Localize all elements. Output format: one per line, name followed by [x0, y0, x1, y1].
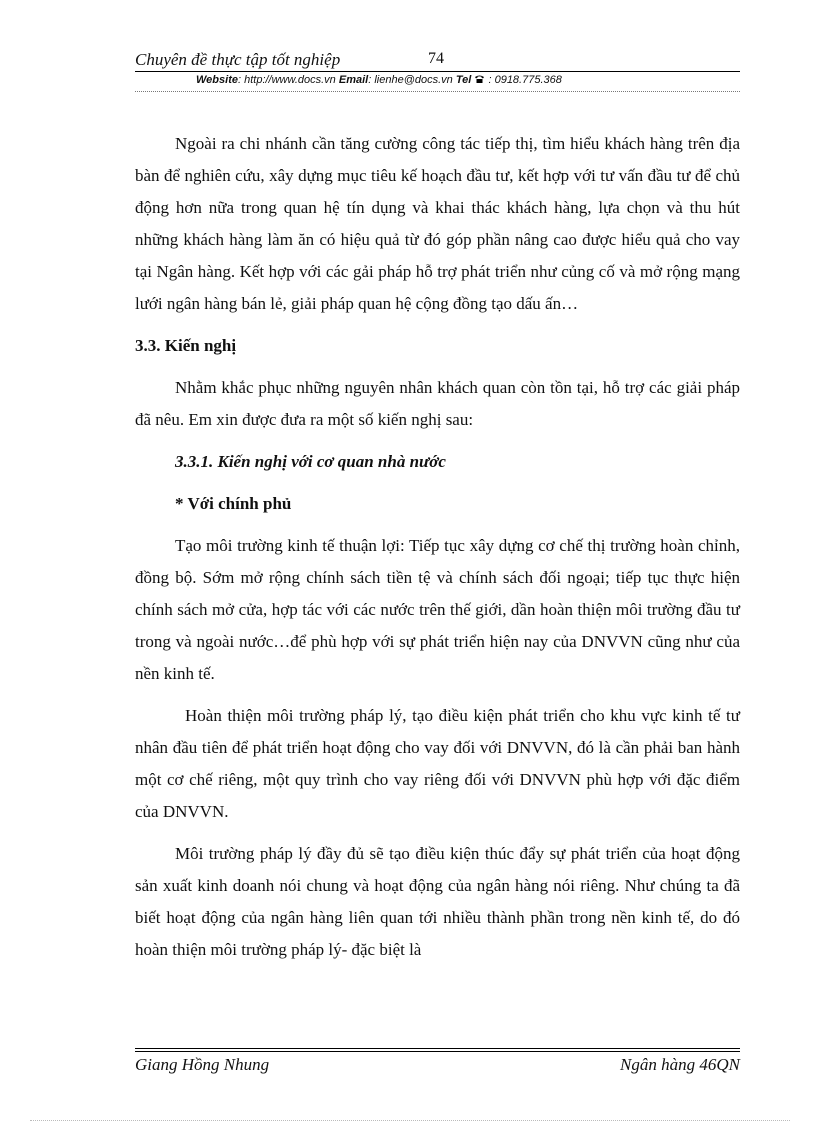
main-content [135, 128, 740, 976]
paragraph-intro-recommendations: Nhằm khắc phục những nguyên nhân khách quan còn tồn tại, hỗ trợ các giải pháp đã nêu. Em xin được đưa ra một số kiến nghị sau: [135, 378, 740, 429]
website-value: : http://www.docs.vn [237, 74, 336, 86]
header-title: Chuyên đề thực tập tốt nghiệp [135, 50, 341, 69]
contact-line [196, 74, 562, 86]
subsection-heading-state-agencies: 3.3.1. Kiến nghị với cơ quan nhà nước [175, 452, 446, 471]
page-bottom-border [30, 1120, 790, 1121]
email-value: : lienhe@docs.vn [368, 74, 453, 86]
website-label: Website [196, 74, 238, 86]
heading-government: * Với chính phủ [175, 494, 292, 513]
footer-divider-top [135, 1048, 740, 1049]
telephone-icon [474, 74, 488, 86]
paragraph-economic-environment: Tạo môi trường kinh tế thuận lợi: Tiếp tục xây dựng cơ chế thị trường hoàn chỉnh, đồng bộ. Sớm mở rộng chính sách tiền tệ và chính sách đối ngoại; tiếp tục thực hiện chính sách mở cửa, hợp tác với các nước trên thế giới, dần hoàn thiện môi trường đầu tư trong và ngoài nước…để phù hợp với sự phát triển hiện nay của DNVVN cũng như của nền kinh tế. [135, 536, 740, 683]
paragraph-legal-framework: Môi trường pháp lý đầy đủ sẽ tạo điều kiện thúc đẩy sự phát triển của hoạt động sản xuất kinh doanh nói chung và hoạt động của ngân hàng nói riêng. Như chúng ta đã biết hoạt động của ngân hàng liên quan tới nhiều thành phần trong nền kinh tế, do đó hoàn thiện môi trường pháp lý- đặc biệt là [135, 844, 740, 959]
tel-label: Tel [455, 74, 472, 86]
footer-author: Giang Hồng Nhung [135, 1055, 270, 1074]
email-label: Email [338, 74, 369, 86]
footer-class: Ngân hàng 46QN [620, 1055, 740, 1074]
tel-value: : 0918.775.368 [488, 74, 562, 86]
contact-divider [135, 91, 740, 92]
header-divider [135, 71, 740, 72]
footer-divider-bottom [135, 1051, 740, 1052]
page-number: 74 [428, 50, 444, 67]
paragraph-marketing: Ngoài ra chi nhánh cần tăng cường công tác tiếp thị, tìm hiểu khách hàng trên địa bàn để nghiên cứu, xây dựng mục tiêu kế hoạch đầu tư, kết hợp với tư vấn đầu tư để chủ động hơn nữa trong quan hệ tín dụng và khai thác khách hàng, lựa chọn và thu hút những khách hàng làm ăn có hiệu quả từ đó góp phần nâng cao được hiểu quả cho vay tại Ngân hàng. Kết hợp với các gải pháp hỗ trợ phát triển như củng cố và mở rộng mạng lưới ngân hàng bán lẻ, giải pháp quan hệ cộng đồng tạo dấu ấn… [135, 134, 740, 313]
section-heading-recommendations: 3.3. Kiến nghị [135, 336, 237, 355]
paragraph-legal-environment: Hoàn thiện môi trường pháp lý, tạo điều kiện phát triển cho khu vực kinh tế tư nhân đầu tiên để phát triển hoạt động cho vay đối với DNVVN, đó là cần phải ban hành một cơ chế riêng, một quy trình cho vay riêng đối với DNVVN phù hợp với đặc điểm của DNVVN. [135, 706, 740, 821]
